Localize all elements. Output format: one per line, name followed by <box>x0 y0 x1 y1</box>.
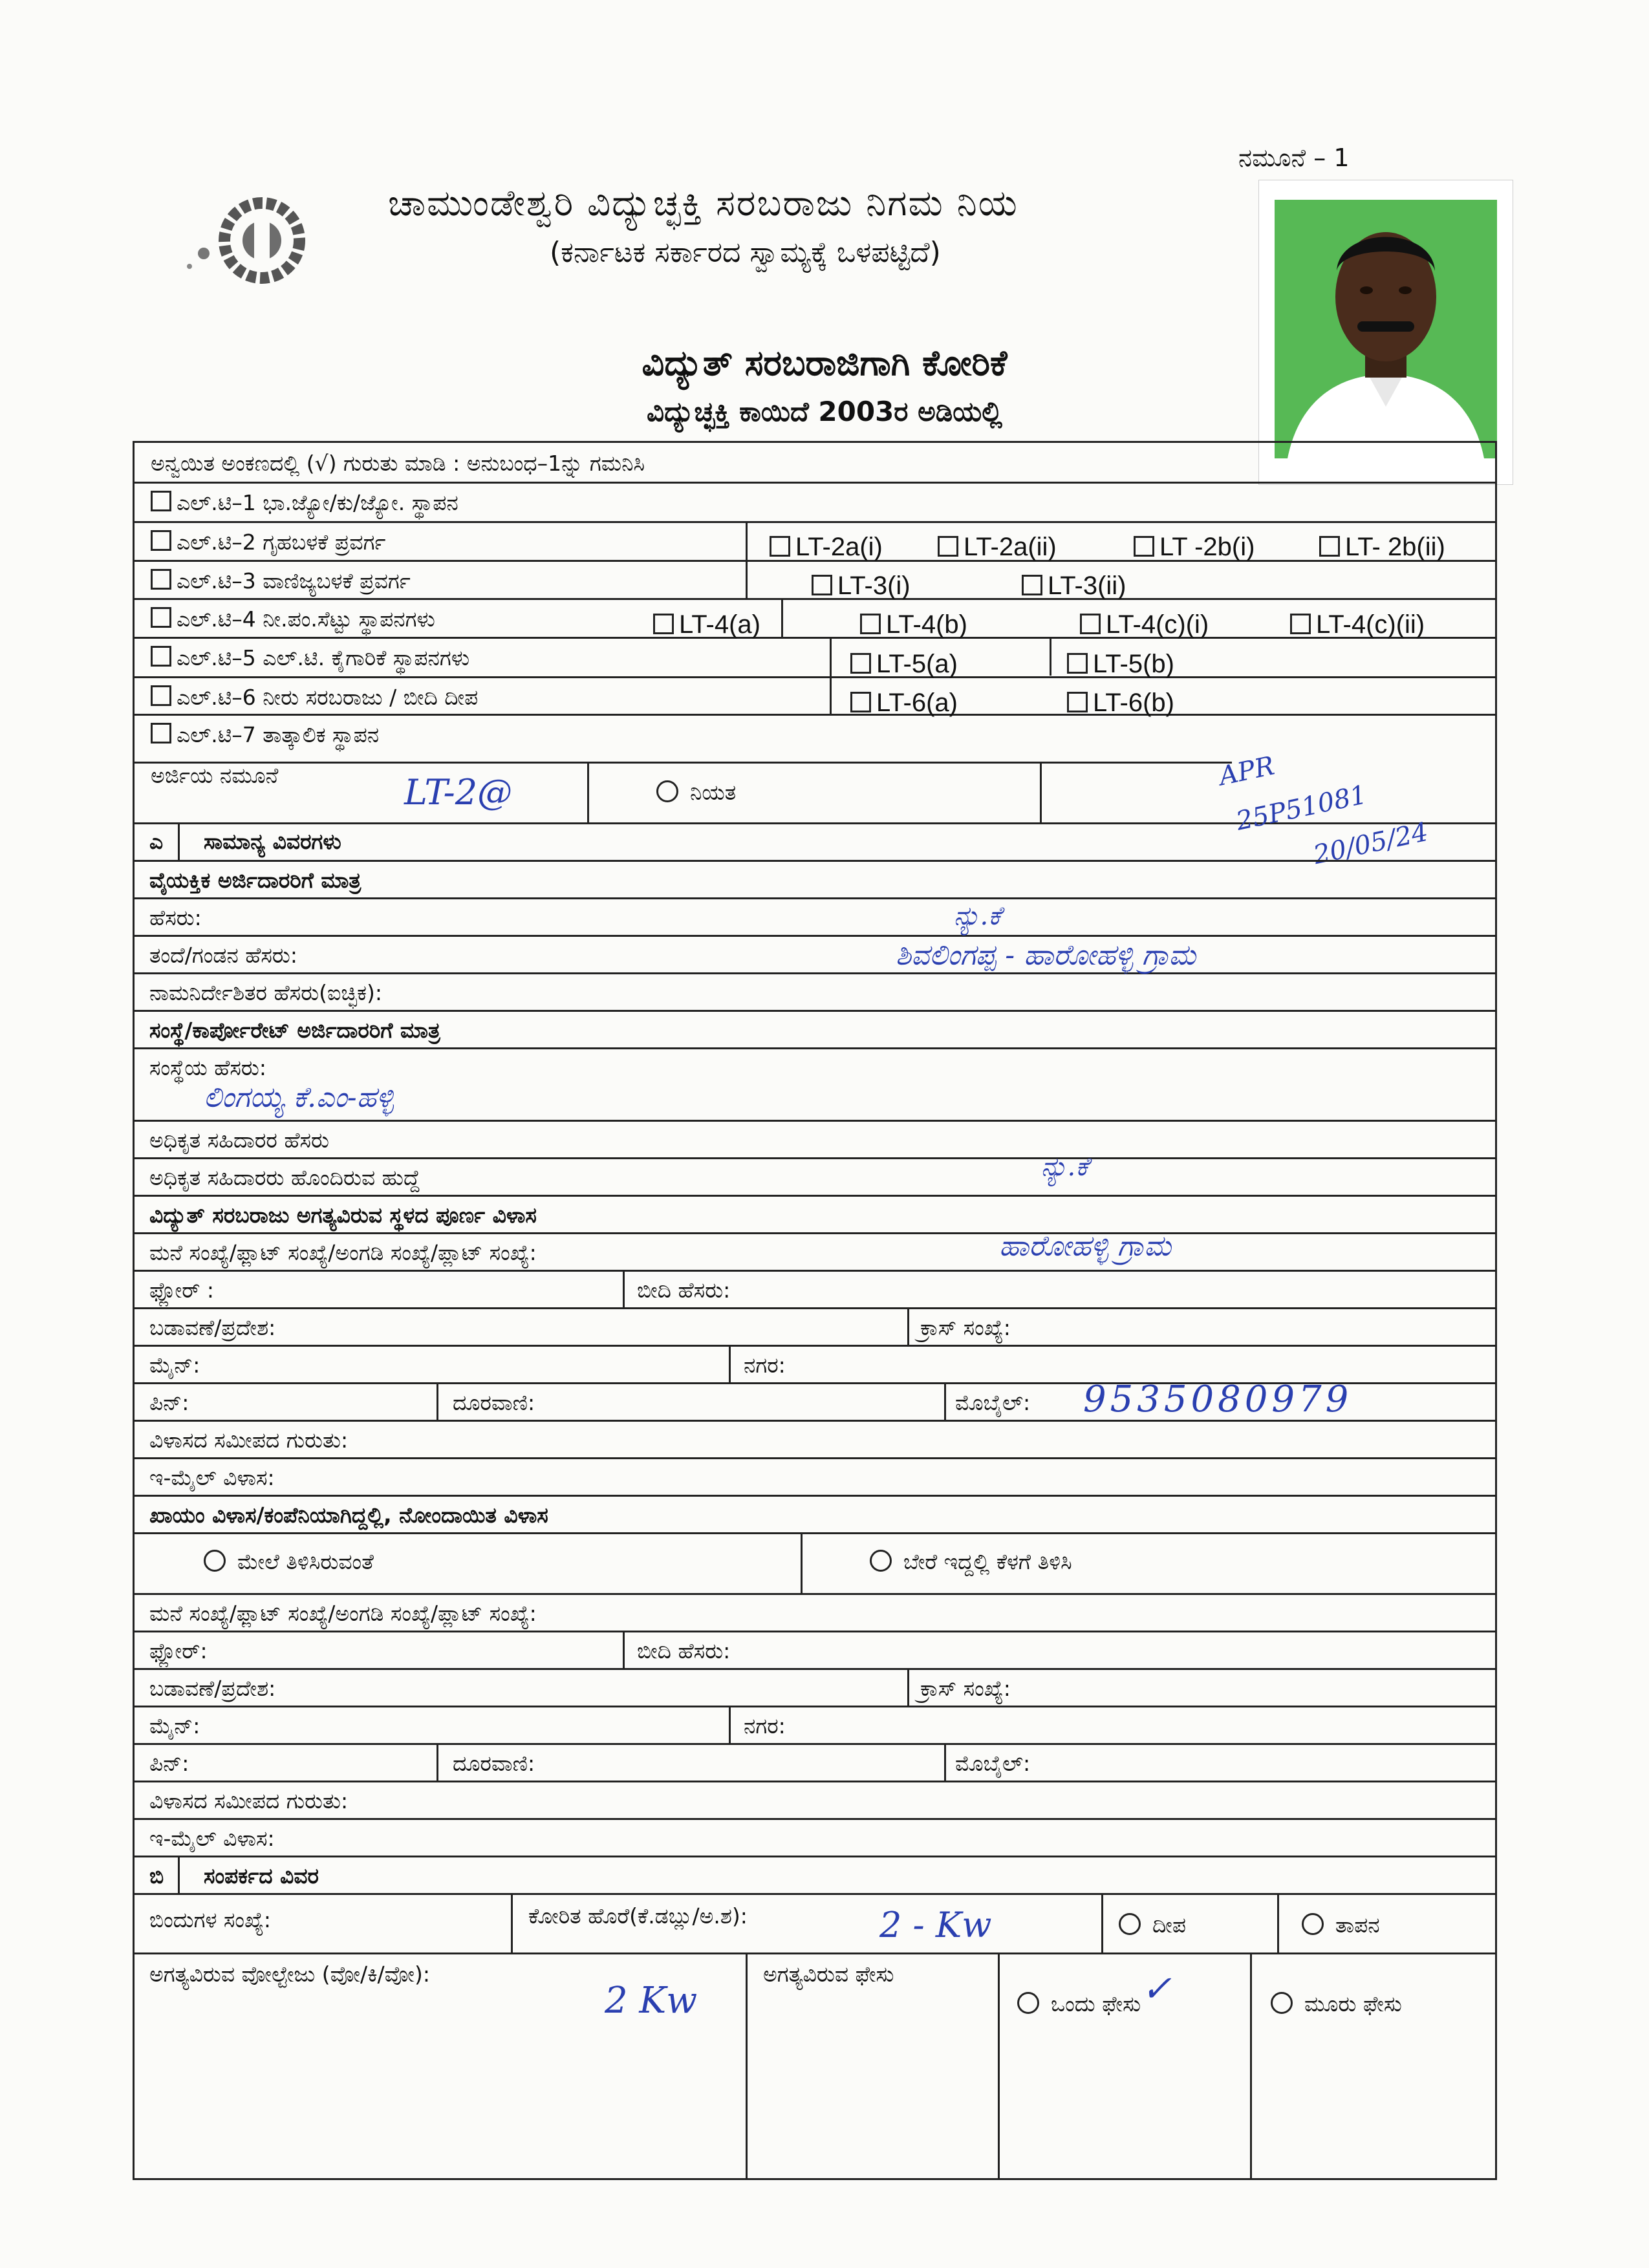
radio-icon <box>204 1550 226 1572</box>
category-label: ಎಲ್.ಟಿ–6 ನೀರು ಸರಬರಾಜು / ಬೀದಿ ದೀಪ <box>177 685 479 710</box>
supply-address-handwritten[interactable]: ಹಾರೋಹಳ್ಳಿ ಗ್ರಾಮ <box>999 1230 1172 1263</box>
applicant-photo <box>1258 180 1513 485</box>
section-b-letter: ಬಿ <box>149 1863 164 1888</box>
form-subtitle: ವಿದ್ಯುಚ್ಛಕ್ತಿ ಕಾಯಿದೆ 2003ರ ಅಡಿಯಲ್ಲಿ <box>646 396 1003 427</box>
category-label: ಎಲ್.ಟಿ–7 ತಾತ್ಕಾಲಿಕ ಸ್ಥಾಪನ <box>177 722 380 747</box>
house-no-label: ಮನೆ ಸಂಖ್ಯೆ/ಫ್ಲಾಟ್ ಸಂಖ್ಯೆ/ಅಂಗಡಿ ಸಂಖ್ಯೆ/ಪ್ಲಾಟ್ ಸಂಖ್ಯೆ: <box>149 1240 537 1265</box>
permanent-house-no-label: ಮನೆ ಸಂಖ್ಯೆ/ಫ್ಲಾಟ್ ಸಂಖ್ಯೆ/ಅಂಗಡಿ ಸಂಖ್ಯೆ/ಪ್ಲಾಟ್ ಸಂಖ್ಯೆ: <box>149 1601 537 1626</box>
option-label: LT-6(b) <box>1093 689 1174 717</box>
email-label: ಇ-ಮೈಲ್ ವಿಳಾಸ: <box>149 1465 275 1490</box>
permanent-cross-label: ಕ್ರಾಸ್ ಸಂಖ್ಯೆ: <box>920 1676 1011 1701</box>
category-lt7[interactable] <box>151 722 379 748</box>
regular-option-label: ನಿಯತ <box>690 780 737 805</box>
category-lt1[interactable] <box>151 490 458 516</box>
checkbox-icon <box>1080 614 1101 634</box>
option-label: LT-2a(i) <box>795 533 883 561</box>
authorized-note-handwritten[interactable]: ನ್ಯು.ಕೆ <box>1041 1152 1088 1182</box>
checkbox-icon <box>151 607 171 628</box>
category-lt2[interactable] <box>151 530 386 555</box>
application-type-value[interactable]: LT-2@ <box>404 772 513 813</box>
mobile-handwritten[interactable]: 9535080979 <box>1083 1378 1353 1420</box>
pin-label: ಪಿನ್: <box>149 1390 189 1415</box>
city-label: ನಗರ: <box>744 1353 786 1378</box>
checkbox-icon <box>151 723 171 744</box>
checkbox-icon <box>151 491 171 511</box>
phone-label: ದೂರವಾಣಿ: <box>453 1390 535 1415</box>
required-voltage-handwritten[interactable]: 2 Kw <box>605 1980 698 2022</box>
option-label: LT-4(b) <box>886 610 967 639</box>
checkbox-icon <box>653 614 674 634</box>
option-label: LT-4(c)(i) <box>1106 610 1209 639</box>
phase-check-mark: ✓ <box>1141 1968 1172 2010</box>
category-lt5[interactable] <box>151 645 469 671</box>
main-label: ಮೈನ್: <box>149 1353 200 1378</box>
radio-icon <box>1271 1992 1293 2014</box>
option-lt2a-ii[interactable] <box>938 533 1057 562</box>
option-lt3-i[interactable] <box>812 572 911 601</box>
nominee-label: ನಾಮನಿರ್ದೇಶಿತರ ಹೆಸರು(ಐಚ್ಛಿಕ): <box>149 980 382 1005</box>
checkbox-icon <box>860 614 881 634</box>
option-lt4-a[interactable] <box>653 610 760 639</box>
father-name-handwritten[interactable]: ಶಿವಲಿಂಗಪ್ಪ - ಹಾರೋಹಳ್ಳಿ ಗ್ರಾಮ <box>896 939 1196 972</box>
institution-name-handwritten[interactable]: ಲಿಂಗಯ್ಯ ಕೆ.ಎಂ-ಹಳ್ಳಿ <box>204 1081 394 1114</box>
option-lt5-a[interactable] <box>850 650 958 679</box>
option-lt4-c-i[interactable] <box>1080 610 1209 639</box>
category-lt4[interactable] <box>151 606 435 632</box>
section-a-letter: ಎ <box>149 829 164 854</box>
permanent-street-label: ಬೀದಿ ಹೆಸರು: <box>637 1638 731 1664</box>
category-label: ಎಲ್.ಟಿ–4 ನೀ.ಪಂ.ಸೆಟ್ಟು ಸ್ಥಾಪನಗಳು <box>177 606 435 632</box>
heat-option[interactable] <box>1302 1912 1380 1938</box>
option-lt2a-i[interactable] <box>770 533 883 562</box>
checkbox-icon <box>1134 536 1154 557</box>
three-phase-label: ಮೂರು ಫೇಸು <box>1304 1991 1402 2017</box>
form-number: ನಮೂನೆ – 1 <box>1238 144 1350 172</box>
option-label: LT-3(ii) <box>1048 572 1126 600</box>
permanent-floor-label: ಫ್ಲೋರ್: <box>149 1638 208 1664</box>
three-phase-option[interactable] <box>1271 1991 1402 2017</box>
supply-address-heading: ವಿದ್ಯುತ್ ಸರಬರಾಜು ಅಗತ್ಯವಿರುವ ಸ್ಥಳದ ಪೂರ್ಣ ವಿಳಾಸ <box>149 1203 537 1228</box>
option-lt5-b[interactable] <box>1067 650 1174 679</box>
required-voltage-label: ಅಗತ್ಯವಿರುವ ವೋಲ್ಟೇಜು (ವೋ/ಕಿ/ವೋ): <box>149 1962 431 1987</box>
requested-load-handwritten[interactable]: 2 - Kw <box>879 1905 992 1945</box>
radio-icon <box>1302 1913 1324 1935</box>
name-label: ಹೆಸರು: <box>149 905 202 930</box>
permanent-phone-label: ದೂರವಾಣಿ: <box>453 1751 535 1776</box>
checkbox-icon <box>812 575 832 595</box>
category-label: ಎಲ್.ಟಿ–1 ಭಾ.ಜ್ಯೋ/ಕು/ಜ್ಯೋ. ಸ್ಥಾಪನ <box>177 490 458 515</box>
requested-load-label: ಕೋರಿತ ಹೊರೆ(ಕೆ.ಡಬ್ಲು/ಅ.ಶ): <box>528 1903 748 1929</box>
option-lt2b-i[interactable] <box>1134 533 1255 562</box>
regular-option[interactable] <box>656 780 736 806</box>
option-lt4-c-ii[interactable] <box>1290 610 1425 639</box>
father-name-label: ತಂದೆ/ಗಂಡನ ಹೆಸರು: <box>149 943 297 968</box>
checkbox-icon <box>850 692 871 712</box>
same-as-above-option[interactable] <box>204 1549 374 1575</box>
checkbox-icon <box>938 536 958 557</box>
stamp-line-1: APR <box>1216 751 1277 792</box>
radio-icon <box>1017 1992 1039 2014</box>
option-label: LT-4(c)(ii) <box>1316 610 1425 639</box>
checkbox-icon <box>1319 536 1340 557</box>
permanent-locality-label: ಬಡಾವಣೆ/ಪ್ರದೇಶ: <box>149 1676 276 1701</box>
organization-subtitle: (ಕರ್ನಾಟಕ ಸರ್ಕಾರದ ಸ್ವಾಮ್ಯಕ್ಕೆ ಒಳಪಟ್ಟಿದೆ) <box>550 236 941 269</box>
checkbox-icon <box>151 569 171 590</box>
light-option-label: ದೀಪ <box>1152 1912 1186 1938</box>
option-label: LT-3(i) <box>837 572 911 600</box>
points-count-label: ಬಿಂದುಗಳ ಸಂಖ್ಯೆ: <box>149 1907 272 1932</box>
institution-name-label: ಸಂಸ್ಥೆಯ ಹೆಸರು: <box>149 1055 266 1080</box>
option-label: LT-6(a) <box>876 689 958 717</box>
permanent-main-label: ಮೈನ್: <box>149 1713 200 1738</box>
heat-option-label: ತಾಪನ <box>1335 1912 1380 1938</box>
stamp-line-3: 20/05/24 <box>1311 817 1431 871</box>
permanent-landmark-label: ವಿಳಾಸದ ಸಮೀಪದ ಗುರುತು: <box>149 1788 349 1813</box>
section-a-heading: ಸಾಮಾನ್ಯ ವಿವರಗಳು <box>204 829 341 854</box>
stamp-line-2: 25P51081 <box>1233 780 1370 837</box>
form-table <box>133 441 1497 2180</box>
corporate-heading: ಸಂಸ್ಥೆ/ಕಾರ್ಪೋರೇಟ್ ಅರ್ಜಿದಾರರಿಗೆ ಮಾತ್ರ <box>149 1018 440 1043</box>
other-address-option[interactable] <box>870 1549 1072 1575</box>
checkbox-icon <box>850 653 871 674</box>
option-label: LT-4(a) <box>679 610 760 639</box>
category-label: ಎಲ್.ಟಿ–2 ಗೃಹಬಳಕೆ ಪ್ರವರ್ಗ <box>177 530 386 555</box>
option-label: LT -2b(i) <box>1159 533 1255 561</box>
category-lt3[interactable] <box>151 568 411 594</box>
category-label: ಎಲ್.ಟಿ–5 ಎಲ್.ಟಿ. ಕೈಗಾರಿಕೆ ಸ್ಥಾಪನಗಳು <box>177 645 470 670</box>
organization-name: ಚಾಮುಂಡೇಶ್ವರಿ ವಿದ್ಯುಚ್ಛಕ್ತಿ ಸರಬರಾಜು ನಿಗಮ ನಿಯ <box>388 182 1018 224</box>
radio-icon <box>870 1550 892 1572</box>
instruction-text: ಅನ್ವಯಿತ ಅಂಕಣದಲ್ಲಿ (√) ಗುರುತು ಮಾಡಿ : ಅನುಬಂಧ–1ನ್ನು ಗಮನಿಸಿ <box>151 451 645 476</box>
checkbox-icon <box>151 530 171 551</box>
option-label: LT-5(b) <box>1093 650 1174 678</box>
authorized-signatory-post-label: ಅಧಿಕೃತ ಸಹಿದಾರರು ಹೊಂದಿರುವ ಹುದ್ದೆ <box>149 1165 420 1190</box>
mobile-label: ಮೊಬೈಲ್: <box>955 1390 1031 1415</box>
checkbox-icon <box>770 536 790 557</box>
radio-icon <box>656 780 678 802</box>
option-lt6-a[interactable] <box>850 689 958 718</box>
form-title: ವಿದ್ಯುತ್ ಸರಬರಾಜಿಗಾಗಿ ಕೋರಿಕೆ <box>641 343 1008 383</box>
checkbox-icon <box>151 646 171 667</box>
section-b-heading: ಸಂಪರ್ಕದ ವಿವರ <box>204 1863 319 1888</box>
checkbox-icon <box>1067 653 1088 674</box>
permanent-mobile-label: ಮೊಬೈಲ್: <box>955 1751 1031 1776</box>
name-note-handwritten[interactable]: ನ್ಯು.ಕೆ <box>954 901 1001 931</box>
checkbox-icon <box>151 685 171 706</box>
street-label: ಬೀದಿ ಹೆಸರು: <box>637 1278 731 1303</box>
single-phase-label: ಒಂದು ಫೇಸು <box>1051 1991 1141 2017</box>
application-type-label: ಅರ್ಜಿಯ ನಮೂನೆ <box>151 763 279 788</box>
cesc-logo <box>178 194 333 284</box>
other-address-label: ಬೇರೆ ಇದ್ದಲ್ಲಿ ಕೆಳಗೆ ತಿಳಿಸಿ <box>903 1549 1072 1574</box>
floor-label: ಫ್ಲೋರ್ : <box>149 1278 215 1303</box>
single-phase-option[interactable] <box>1017 1991 1141 2017</box>
locality-label: ಬಡಾವಣೆ/ಪ್ರದೇಶ: <box>149 1315 276 1340</box>
checkbox-icon <box>1067 692 1088 712</box>
radio-icon <box>1119 1913 1141 1935</box>
option-label: LT-2a(ii) <box>964 533 1057 561</box>
landmark-label: ವಿಳಾಸದ ಸಮೀಪದ ಗುರುತು: <box>149 1428 349 1453</box>
cross-label: ಕ್ರಾಸ್ ಸಂಖ್ಯೆ: <box>920 1315 1011 1340</box>
option-lt6-b[interactable] <box>1067 689 1174 718</box>
checkbox-icon <box>1022 575 1042 595</box>
same-as-above-label: ಮೇಲೆ ತಿಳಿಸಿರುವಂತೆ <box>237 1549 374 1574</box>
light-option[interactable] <box>1119 1912 1186 1938</box>
required-phase-label: ಅಗತ್ಯವಿರುವ ಫೇಸು <box>763 1962 894 1987</box>
category-lt6[interactable] <box>151 685 478 711</box>
option-label: LT- 2b(ii) <box>1345 533 1445 561</box>
permanent-pin-label: ಪಿನ್: <box>149 1751 189 1776</box>
option-lt2b-ii[interactable] <box>1319 533 1445 562</box>
option-label: LT-5(a) <box>876 650 958 678</box>
individual-heading: ವೈಯಕ್ತಿಕ ಅರ್ಜಿದಾರರಿಗೆ ಮಾತ್ರ <box>149 868 361 893</box>
option-lt4-b[interactable] <box>860 610 967 639</box>
permanent-address-heading: ಖಾಯಂ ವಿಳಾಸ/ಕಂಪೆನಿಯಾಗಿದ್ದಲ್ಲಿ, ನೋಂದಾಯಿತ ವಿಳಾಸ <box>149 1503 548 1528</box>
permanent-email-label: ಇ-ಮೈಲ್ ವಿಳಾಸ: <box>149 1826 275 1851</box>
authorized-signatory-name-label: ಅಧಿಕೃತ ಸಹಿದಾರರ ಹೆಸರು <box>149 1128 329 1153</box>
option-lt3-ii[interactable] <box>1022 572 1126 601</box>
permanent-city-label: ನಗರ: <box>744 1713 786 1738</box>
category-label: ಎಲ್.ಟಿ–3 ವಾಣಿಜ್ಯಬಳಕೆ ಪ್ರವರ್ಗ <box>177 568 411 594</box>
checkbox-icon <box>1290 614 1311 634</box>
